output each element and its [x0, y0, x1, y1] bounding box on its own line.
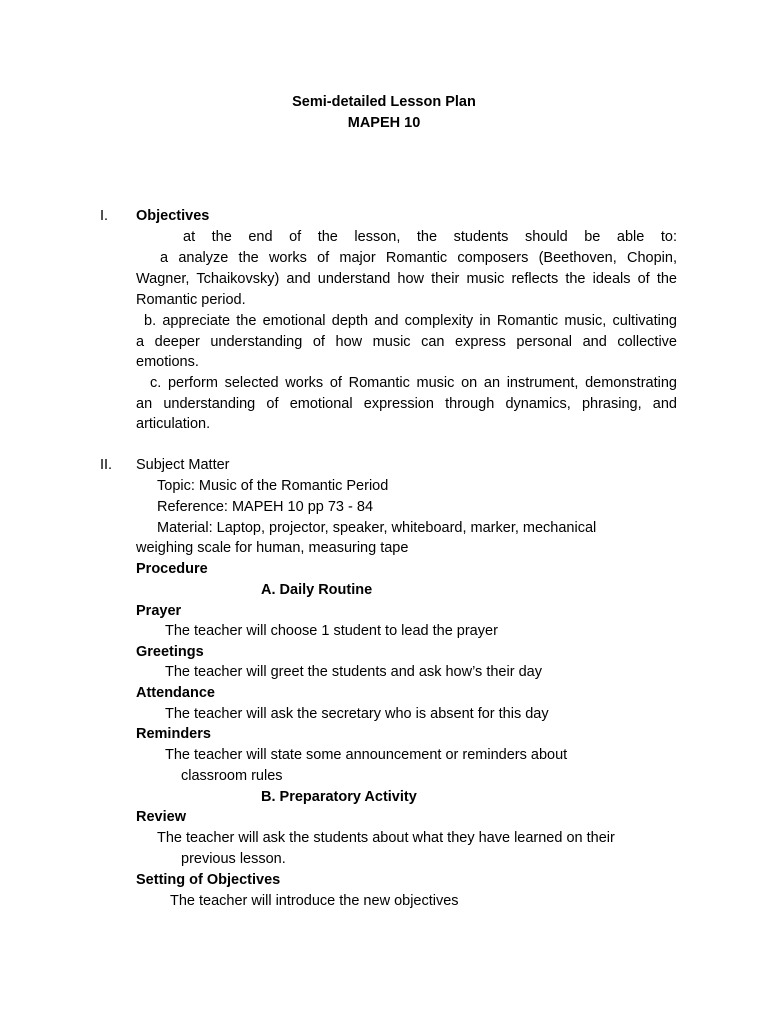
reminders-heading: Reminders [136, 726, 211, 742]
section-a-heading: A. Daily Routine [261, 582, 373, 598]
objectives-intro: at the end of the lesson, the students should be able to: [183, 229, 677, 245]
objectives-heading: Objectives [136, 208, 210, 224]
procedure-heading: Procedure [136, 561, 208, 577]
objective-b-line3: emotions. [136, 354, 199, 370]
objective-c-line2: an understanding of emotional expression through dynamics, phrasing, and [136, 396, 677, 412]
attendance-text: The teacher will ask the secretary who is absent for this day [165, 706, 549, 722]
subject-material-line1: Material: Laptop, projector, speaker, whiteboard, marker, mechanical [157, 520, 597, 536]
subject-reference: Reference: MAPEH 10 pp 73 - 84 [157, 499, 374, 515]
objective-c-line3: articulation. [136, 416, 211, 432]
document-subtitle: MAPEH 10 [347, 115, 421, 131]
prayer-heading: Prayer [136, 603, 182, 619]
subject-matter-heading: Subject Matter [136, 457, 230, 473]
greetings-text: The teacher will greet the students and ask how’s their day [165, 664, 542, 680]
section-numeral-2: II. [100, 457, 113, 473]
document-title: Semi-detailed Lesson Plan [292, 94, 476, 110]
review-line1: The teacher will ask the students about what they have learned on their [157, 830, 615, 846]
review-line2: previous lesson. [181, 851, 286, 867]
greetings-heading: Greetings [136, 644, 204, 660]
prayer-text: The teacher will choose 1 student to lead the prayer [165, 623, 498, 639]
setting-objectives-text: The teacher will introduce the new objectives [170, 893, 459, 909]
objective-b-line2: a deeper understanding of how music can express personal and collective [136, 334, 677, 350]
subject-topic: Topic: Music of the Romantic Period [157, 478, 389, 494]
objective-b-line1: b. appreciate the emotional depth and complexity in Romantic music, cultivating [144, 313, 677, 329]
reminders-line1: The teacher will state some announcement or reminders about [165, 747, 568, 763]
section-numeral-1: I. [100, 208, 109, 224]
review-heading: Review [136, 809, 186, 825]
setting-objectives-heading: Setting of Objectives [136, 872, 281, 888]
objective-c-line1: c. perform selected works of Romantic music on an instrument, demonstrating [150, 375, 677, 391]
objective-a-line2: Wagner, Tchaikovsky) and understand how their music reflects the ideals of the [136, 271, 677, 287]
objective-a-line1: a analyze the works of major Romantic composers (Beethoven, Chopin, [160, 250, 677, 266]
section-b-heading: B. Preparatory Activity [261, 789, 417, 805]
attendance-heading: Attendance [136, 685, 215, 701]
objective-a-line3: Romantic period. [136, 292, 246, 308]
subject-material-line2: weighing scale for human, measuring tape [136, 540, 409, 556]
reminders-line2: classroom rules [181, 768, 283, 784]
